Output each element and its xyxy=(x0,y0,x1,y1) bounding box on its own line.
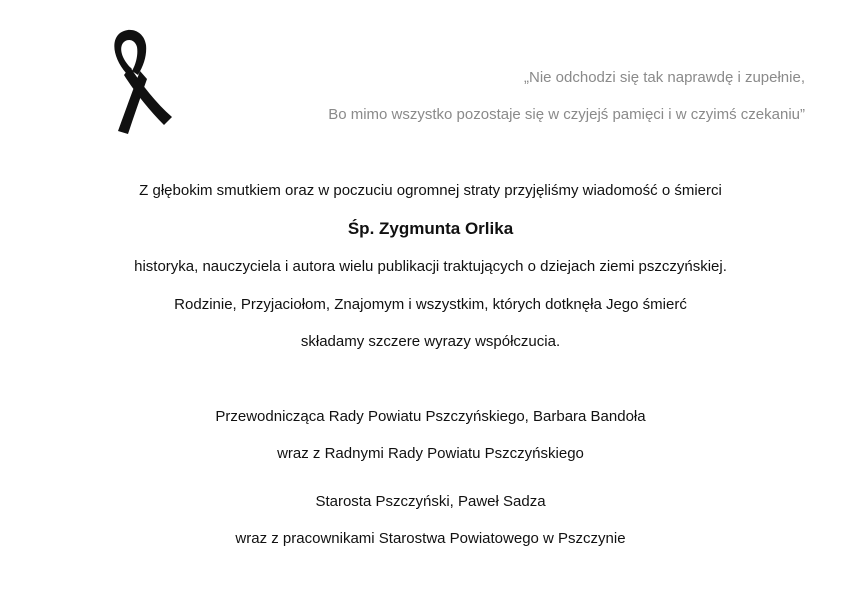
signature-starost: Starosta Pszczyński, Paweł Sadza xyxy=(315,493,546,510)
deceased-name: Śp. Zygmunta Orlika xyxy=(347,219,514,238)
quote-line-1: „Nie odchodzi się tak naprawdę i zupełnie, xyxy=(524,69,805,86)
mourning-ribbon-icon xyxy=(100,27,180,137)
signature-council-chair: Przewodnicząca Rady Powiatu Pszczyńskiego, Barbara Bandoła xyxy=(215,408,646,425)
condolence-text: składamy szczere wyrazy współczucia. xyxy=(300,333,561,350)
announcement-intro: Z głębokim smutkiem oraz w poczuciu ogromnej straty przyjęliśmy wiadomość o śmierci xyxy=(139,182,722,199)
condolence-recipients: Rodzinie, Przyjaciołom, Znajomym i wszystkim, których dotknęła Jego śmierć xyxy=(174,296,687,313)
quote-line-2: Bo mimo wszystko pozostaje się w czyjejś pamięci i w czyimś czekaniu” xyxy=(328,106,805,123)
deceased-description: historyka, nauczyciela i autora wielu publikacji traktujących o dziejach ziemi pszczyńskiej. xyxy=(134,258,727,275)
signature-starost-staff: wraz z pracownikami Starostwa Powiatowego w Pszczynie xyxy=(235,530,626,547)
signature-council-members: wraz z Radnymi Rady Powiatu Pszczyńskiego xyxy=(277,445,584,462)
